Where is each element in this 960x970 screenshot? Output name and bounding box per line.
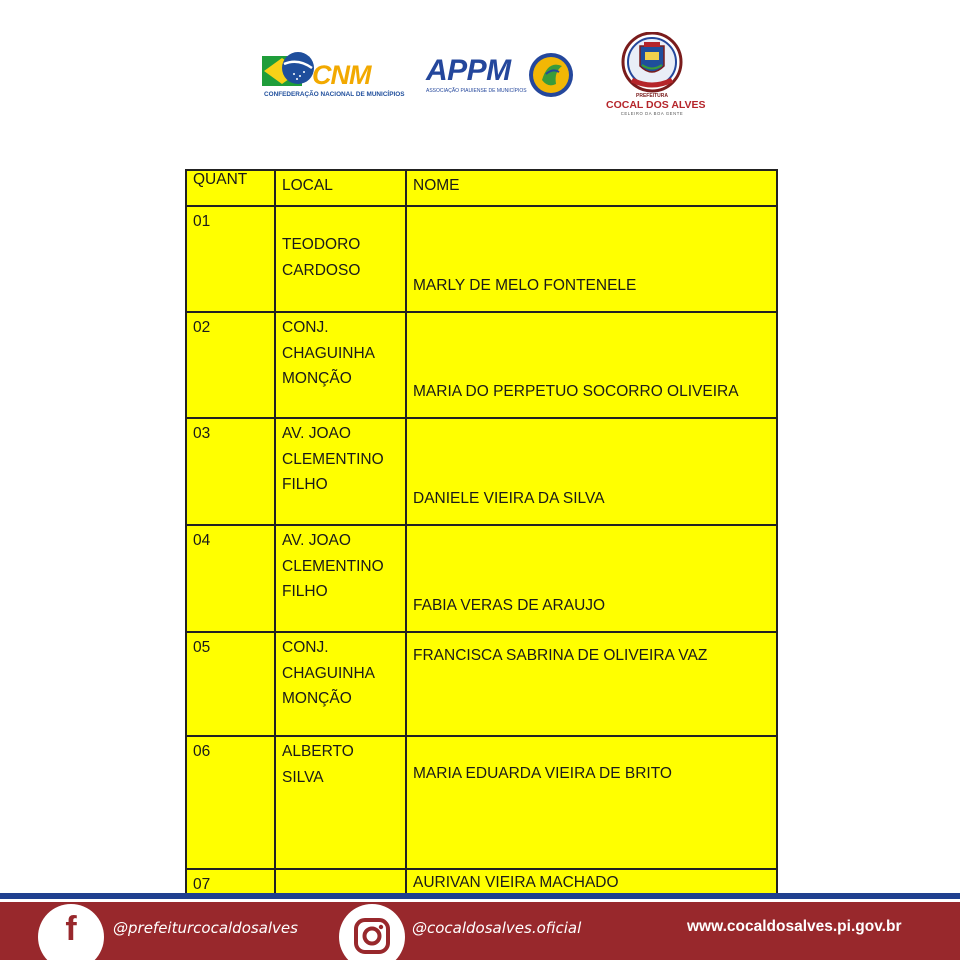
cell-quant: 07 (186, 869, 275, 951)
appm-emblem (526, 50, 576, 100)
cell-nome: AURIVAN VIEIRA MACHADO (406, 869, 777, 951)
facebook-icon[interactable]: f (38, 904, 104, 970)
cocal-dos-alves-logo (606, 32, 706, 118)
cell-nome: MARIA DO PERPETUO SOCORRO OLIVEIRA (406, 312, 777, 418)
cell-quant: 04 (186, 525, 275, 632)
cell-nome: FABIA VERAS DE ARAUJO (406, 525, 777, 632)
logo-bar (0, 0, 960, 130)
cell-local-text: CONJ. CHAGUINHA MONÇÃO (282, 639, 375, 707)
header-local: LOCAL (275, 170, 406, 206)
cell-nome: FRANCISCA SABRINA DE OLIVEIRA VAZ (406, 632, 777, 736)
cell-local-text: AV. JOAO CLEMENTINO FILHO (282, 425, 384, 493)
cell-quant: 01 (186, 206, 275, 312)
cell-local (275, 736, 406, 869)
table-row (186, 206, 777, 312)
table-row (186, 312, 777, 418)
footer-bar (0, 893, 960, 960)
table-row (186, 525, 777, 632)
cell-local (275, 525, 406, 632)
instagram-icon[interactable] (339, 904, 405, 970)
table-row (186, 418, 777, 525)
cocal-slogan-label: CELEIRO DA BOA GENTE (620, 111, 684, 116)
table-row (186, 736, 777, 869)
cell-local (275, 206, 406, 312)
cell-local (275, 632, 406, 736)
cell-nome: MARIA EDUARDA VIEIRA DE BRITO (406, 736, 777, 869)
appm-wordmark: APPM (426, 54, 511, 87)
cell-nome: MARLY DE MELO FONTENELE (406, 206, 777, 312)
roster-table (185, 169, 778, 952)
cnm-wordmark: CNM (312, 60, 371, 90)
header-quant: QUANT (186, 170, 275, 206)
cell-local-text: AV. JOAO CLEMENTINO FILHO (282, 532, 384, 600)
cell-quant: 05 (186, 632, 275, 736)
cell-local-text: CONJ. CHAGUINHA MONÇÃO (282, 319, 375, 387)
cell-quant: 06 (186, 736, 275, 869)
facebook-handle[interactable]: @prefeiturcocaldosalves (113, 919, 298, 937)
table-row (186, 632, 777, 736)
cell-local (275, 418, 406, 525)
cell-local (275, 312, 406, 418)
instagram-handle[interactable]: @cocaldosalves.oficial (412, 919, 582, 937)
cocal-name-label: COCAL DOS ALVES (606, 99, 706, 111)
appm-subtitle: ASSOCIAÇÃO PIAUIENSE DE MUNICÍPIOS (426, 88, 527, 94)
cell-local-text: ALBERTO SILVA (282, 743, 354, 786)
cell-quant: 03 (186, 418, 275, 525)
appm-logo (426, 54, 576, 100)
cocal-prefeitura-label: PREFEITURA (636, 93, 668, 99)
cocal-crest-icon (618, 32, 686, 94)
website-link[interactable]: www.cocaldosalves.pi.gov.br (687, 918, 902, 935)
cell-nome: DANIELE VIEIRA DA SILVA (406, 418, 777, 525)
cell-quant: 02 (186, 312, 275, 418)
header-nome: NOME (406, 170, 777, 206)
table-header-row (186, 170, 777, 206)
cnm-subtitle: CONFEDERAÇÃO NACIONAL DE MUNICÍPIOS (264, 91, 405, 98)
cnm-logo (262, 48, 405, 104)
cell-local-text: TEODORO CARDOSO (282, 236, 361, 279)
